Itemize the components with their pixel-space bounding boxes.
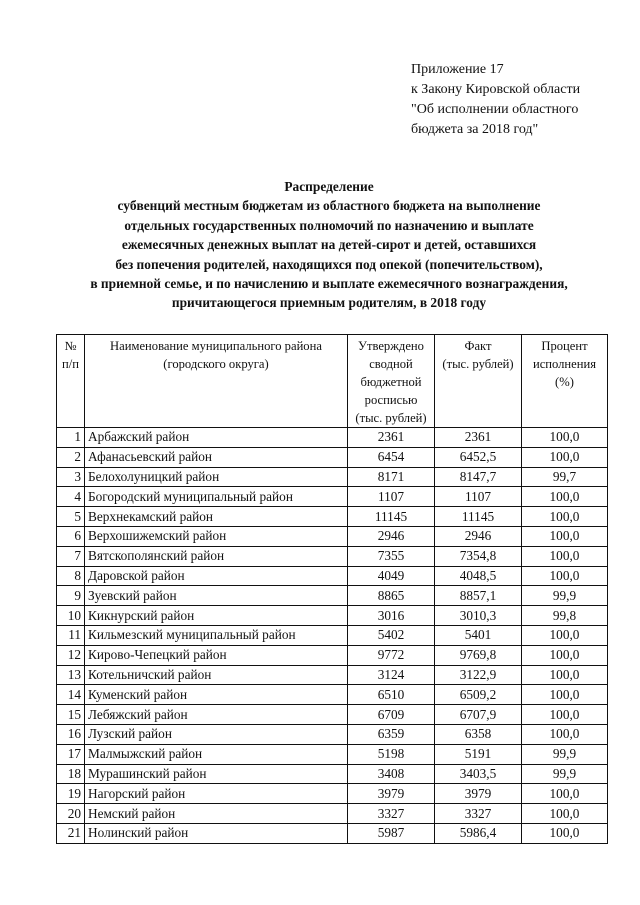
table-row	[57, 507, 608, 527]
header-num	[57, 335, 85, 428]
table-row	[57, 685, 608, 705]
cell-name: Куменский район	[85, 685, 348, 705]
cell-name: Нолинский район	[85, 823, 348, 843]
table-header-row	[57, 335, 608, 428]
appendix-line: к Закону Кировской области	[411, 82, 581, 97]
table-row	[57, 447, 608, 467]
cell-fact: 5401	[435, 625, 522, 645]
table-row	[57, 526, 608, 546]
table-row	[57, 566, 608, 586]
cell-fact: 6358	[435, 724, 522, 744]
appendix-line: бюджета за 2018 год"	[411, 122, 539, 137]
cell-num: 6	[57, 526, 85, 546]
cell-fact: 3979	[435, 784, 522, 804]
table-row	[57, 744, 608, 764]
cell-num: 21	[57, 823, 85, 843]
table-row	[57, 586, 608, 606]
cell-approved: 5987	[348, 823, 435, 843]
cell-num: 18	[57, 764, 85, 784]
cell-name: Малмыжский район	[85, 744, 348, 764]
cell-percent: 100,0	[522, 823, 608, 843]
header-percent	[522, 335, 608, 428]
cell-percent: 100,0	[522, 507, 608, 527]
cell-approved: 5198	[348, 744, 435, 764]
cell-fact: 8147,7	[435, 467, 522, 487]
cell-fact: 9769,8	[435, 645, 522, 665]
cell-percent: 100,0	[522, 487, 608, 507]
cell-num: 20	[57, 804, 85, 824]
cell-percent: 100,0	[522, 546, 608, 566]
cell-percent: 100,0	[522, 705, 608, 725]
cell-approved: 8171	[348, 467, 435, 487]
cell-approved: 6510	[348, 685, 435, 705]
cell-num: 15	[57, 705, 85, 725]
cell-approved: 6359	[348, 724, 435, 744]
cell-num: 9	[57, 586, 85, 606]
cell-num: 1	[57, 428, 85, 448]
cell-percent: 100,0	[522, 645, 608, 665]
header-line: Наименование муниципального района	[110, 339, 322, 353]
cell-approved: 1107	[348, 487, 435, 507]
header-line: сводной	[369, 357, 413, 371]
cell-num: 5	[57, 507, 85, 527]
cell-name: Даровской район	[85, 566, 348, 586]
cell-fact: 5191	[435, 744, 522, 764]
title-line: ежемесячных денежных выплат на детей-сирот и детей, оставшихся	[121, 237, 537, 253]
title-line: субвенций местным бюджетам из областного бюджета на выполнение	[117, 198, 541, 214]
cell-fact: 3403,5	[435, 764, 522, 784]
cell-approved: 4049	[348, 566, 435, 586]
cell-num: 14	[57, 685, 85, 705]
header-line: (тыс. рублей)	[355, 411, 427, 425]
cell-percent: 99,9	[522, 586, 608, 606]
cell-name: Афанасьевский район	[85, 447, 348, 467]
cell-percent: 99,9	[522, 744, 608, 764]
header-line: (%)	[555, 375, 574, 389]
cell-name: Котельничский район	[85, 665, 348, 685]
cell-name: Лебяжский район	[85, 705, 348, 725]
table-row	[57, 705, 608, 725]
table-row	[57, 546, 608, 566]
cell-name: Верхнекамский район	[85, 507, 348, 527]
cell-percent: 100,0	[522, 724, 608, 744]
title-line: отдельных государственных полномочий по назначению и выплате	[124, 217, 534, 233]
cell-approved: 3327	[348, 804, 435, 824]
header-line: Факт	[464, 339, 492, 353]
cell-name: Вятскополянский район	[85, 546, 348, 566]
cell-fact: 6452,5	[435, 447, 522, 467]
title-line: в приемной семье, и по начислению и выплате ежемесячного вознаграждения,	[90, 276, 568, 292]
cell-percent: 100,0	[522, 526, 608, 546]
table-row	[57, 804, 608, 824]
cell-num: 11	[57, 625, 85, 645]
cell-percent: 99,7	[522, 467, 608, 487]
cell-name: Верхошижемский район	[85, 526, 348, 546]
cell-percent: 99,8	[522, 606, 608, 626]
header-line: №	[64, 339, 77, 353]
cell-num: 13	[57, 665, 85, 685]
header-line: исполнения	[532, 357, 597, 371]
header-fact	[435, 335, 522, 428]
table-row	[57, 784, 608, 804]
cell-name: Немский район	[85, 804, 348, 824]
cell-name: Лузский район	[85, 724, 348, 744]
cell-percent: 100,0	[522, 625, 608, 645]
cell-percent: 100,0	[522, 784, 608, 804]
table-row	[57, 487, 608, 507]
cell-num: 2	[57, 447, 85, 467]
cell-fact: 7354,8	[435, 546, 522, 566]
header-name	[85, 335, 348, 428]
table-row	[57, 823, 608, 843]
table-row	[57, 665, 608, 685]
cell-fact: 3327	[435, 804, 522, 824]
title-line: Распределение	[284, 179, 374, 194]
cell-name: Арбажский район	[85, 428, 348, 448]
cell-approved: 6454	[348, 447, 435, 467]
cell-num: 7	[57, 546, 85, 566]
cell-approved: 2946	[348, 526, 435, 546]
header-approved	[348, 335, 435, 428]
table-row	[57, 724, 608, 744]
appendix-line: "Об исполнении областного	[411, 102, 579, 117]
cell-percent: 100,0	[522, 447, 608, 467]
table-row	[57, 625, 608, 645]
cell-fact: 8857,1	[435, 586, 522, 606]
cell-name: Кирово-Чепецкий район	[85, 645, 348, 665]
cell-approved: 3408	[348, 764, 435, 784]
cell-fact: 3010,3	[435, 606, 522, 626]
cell-num: 17	[57, 744, 85, 764]
cell-fact: 11145	[435, 507, 522, 527]
cell-approved: 7355	[348, 546, 435, 566]
table-row	[57, 467, 608, 487]
cell-approved: 3979	[348, 784, 435, 804]
cell-percent: 100,0	[522, 428, 608, 448]
cell-name: Кикнурский район	[85, 606, 348, 626]
cell-fact: 3122,9	[435, 665, 522, 685]
title-line: причитающегося приемным родителям, в 2018 году	[171, 295, 487, 311]
cell-name: Мурашинский район	[85, 764, 348, 784]
cell-num: 3	[57, 467, 85, 487]
cell-name: Кильмезский муниципальный район	[85, 625, 348, 645]
header-line: росписью	[364, 393, 418, 407]
appendix-line: Приложение 17	[411, 62, 504, 77]
cell-percent: 100,0	[522, 566, 608, 586]
cell-name: Белохолуницкий район	[85, 467, 348, 487]
cell-name: Зуевский район	[85, 586, 348, 606]
document-title	[40, 177, 618, 313]
table-row	[57, 764, 608, 784]
cell-name: Нагорский район	[85, 784, 348, 804]
cell-approved: 3124	[348, 665, 435, 685]
cell-fact: 1107	[435, 487, 522, 507]
appendix-note	[411, 60, 631, 140]
cell-approved: 8865	[348, 586, 435, 606]
table-row	[57, 645, 608, 665]
table-row	[57, 428, 608, 448]
distribution-table	[56, 334, 608, 844]
cell-num: 4	[57, 487, 85, 507]
table-row	[57, 606, 608, 626]
cell-fact: 2361	[435, 428, 522, 448]
cell-approved: 3016	[348, 606, 435, 626]
cell-percent: 100,0	[522, 804, 608, 824]
cell-approved: 11145	[348, 507, 435, 527]
header-line: (тыс. рублей)	[442, 357, 514, 371]
cell-approved: 2361	[348, 428, 435, 448]
cell-fact: 6509,2	[435, 685, 522, 705]
header-line: (городского округа)	[163, 357, 269, 371]
header-line: бюджетной	[360, 375, 422, 389]
cell-fact: 6707,9	[435, 705, 522, 725]
cell-name: Богородский муниципальный район	[85, 487, 348, 507]
cell-num: 19	[57, 784, 85, 804]
cell-fact: 5986,4	[435, 823, 522, 843]
cell-fact: 2946	[435, 526, 522, 546]
header-line: Процент	[541, 339, 588, 353]
cell-fact: 4048,5	[435, 566, 522, 586]
cell-num: 8	[57, 566, 85, 586]
cell-num: 12	[57, 645, 85, 665]
cell-percent: 99,9	[522, 764, 608, 784]
cell-approved: 6709	[348, 705, 435, 725]
cell-percent: 100,0	[522, 665, 608, 685]
cell-percent: 100,0	[522, 685, 608, 705]
cell-approved: 5402	[348, 625, 435, 645]
cell-num: 10	[57, 606, 85, 626]
cell-num: 16	[57, 724, 85, 744]
title-line: без попечения родителей, находящихся под опекой (попечительством),	[115, 256, 543, 272]
header-line: Утверждено	[358, 339, 424, 353]
cell-approved: 9772	[348, 645, 435, 665]
header-line: п/п	[62, 357, 79, 371]
